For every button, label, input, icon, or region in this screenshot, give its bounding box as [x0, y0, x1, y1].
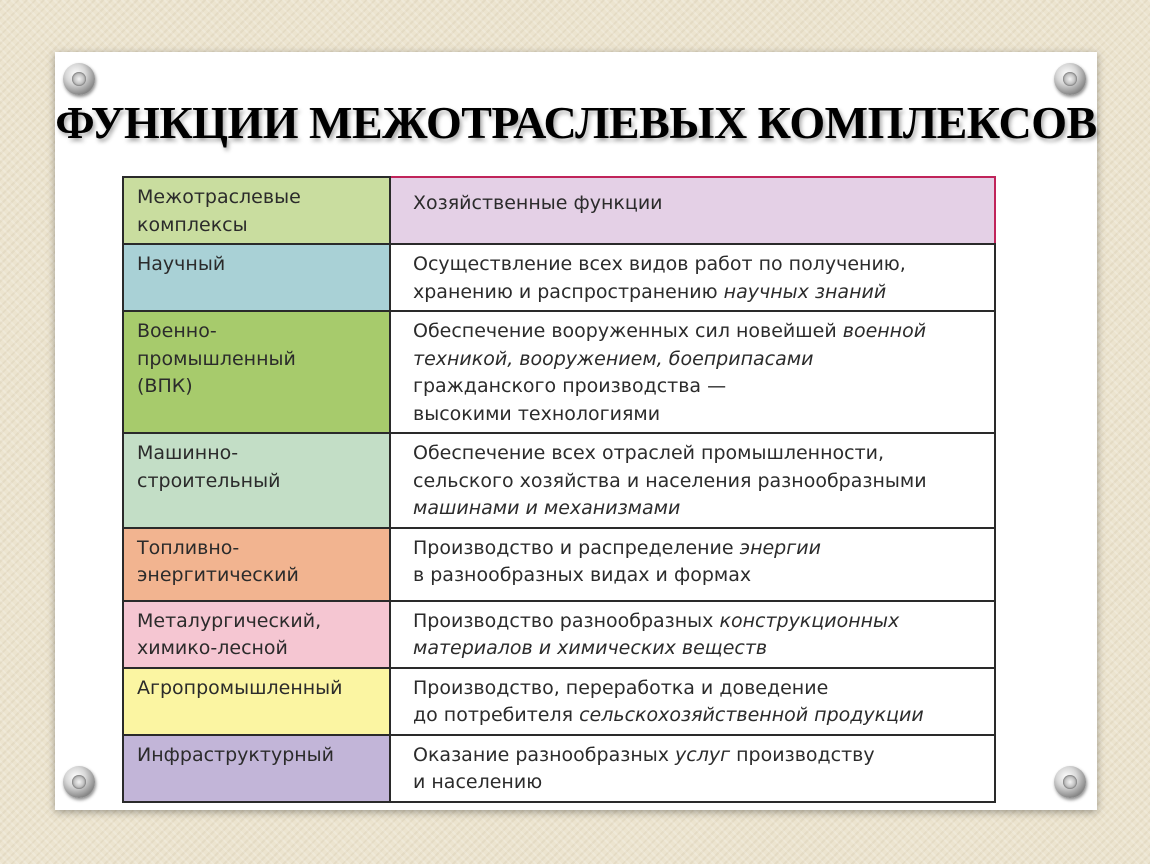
complex-name: химико-лесной — [137, 637, 288, 659]
function-text: высокими технологиями — [413, 402, 661, 425]
function-line — [413, 769, 982, 797]
pin-icon — [63, 63, 95, 95]
table-header-row — [123, 177, 995, 244]
complex-name: Военно- — [137, 320, 217, 342]
function-emphasis: техникой, вооружением, боеприпасами — [413, 347, 814, 370]
function-emphasis: военной — [842, 320, 927, 342]
function-line — [413, 468, 982, 496]
function-cell — [390, 244, 995, 311]
complex-name-cell — [123, 311, 390, 433]
function-emphasis: конструкционных — [719, 609, 900, 632]
function-text: Производство разнообразных — [413, 609, 720, 632]
complex-name: Машинно- — [137, 442, 239, 464]
function-line — [413, 608, 982, 636]
function-cell — [390, 311, 995, 433]
function-line — [413, 279, 982, 307]
function-line — [413, 440, 982, 468]
function-line — [413, 401, 982, 429]
function-emphasis: материалов и химических веществ — [413, 637, 768, 659]
complex-name: энергитический — [137, 564, 299, 586]
functions-table — [122, 176, 996, 803]
header-col1-line: Межотраслевые — [137, 186, 301, 208]
function-text: гражданского производства — — [413, 375, 727, 397]
header-complexes — [123, 177, 390, 244]
complex-name-cell — [123, 528, 390, 601]
function-cell — [390, 668, 995, 735]
complex-name: Металургический, — [137, 609, 322, 632]
function-line — [413, 635, 982, 663]
header-functions: Хозяйственные функции — [390, 177, 995, 244]
table-row — [123, 735, 995, 802]
table-row — [123, 601, 995, 668]
function-line — [413, 495, 982, 523]
function-text: сельского хозяйства и населения разнообразными — [413, 469, 927, 492]
header-col1-line: комплексы — [137, 213, 248, 236]
page-title: ФУНКЦИИ МЕЖОТРАСЛЕВЫХ КОМПЛЕКСОВ — [55, 97, 1097, 148]
function-cell — [390, 735, 995, 802]
function-line — [413, 562, 982, 590]
function-line — [413, 535, 982, 563]
complex-name: (ВПК) — [137, 375, 193, 397]
complex-name-cell — [123, 601, 390, 668]
function-text: Производство, переработка и доведение — [413, 676, 829, 699]
complex-name: Топливно- — [137, 536, 240, 559]
pin-icon — [1054, 766, 1086, 798]
table-row — [123, 668, 995, 735]
function-text: и населению — [413, 771, 543, 793]
function-line — [413, 251, 982, 279]
function-emphasis: услуг — [675, 743, 731, 766]
complex-name: Агропромышленный — [137, 676, 343, 699]
complex-name-cell — [123, 244, 390, 311]
function-text: хранению и распространению — [413, 280, 724, 303]
function-text: в разнообразных видах и формах — [413, 564, 752, 586]
complex-name-cell — [123, 735, 390, 802]
function-cell — [390, 601, 995, 668]
table-row — [123, 311, 995, 433]
pin-icon — [1054, 63, 1086, 95]
complex-name: Инфраструктурный — [137, 743, 335, 766]
function-line — [413, 373, 982, 401]
pin-icon — [63, 766, 95, 798]
function-text: производству — [730, 743, 875, 766]
function-emphasis: машинами и механизмами — [413, 497, 681, 519]
function-emphasis: сельскохозяйственной продукции — [579, 704, 924, 726]
function-text: Обеспечение вооруженных сил новейшей — [413, 320, 843, 342]
table-row — [123, 244, 995, 311]
complex-name: Научный — [137, 253, 226, 275]
complex-name: промышленный — [137, 347, 296, 370]
table-row — [123, 433, 995, 528]
function-cell — [390, 528, 995, 601]
complex-name-cell — [123, 433, 390, 528]
complex-name-cell — [123, 668, 390, 735]
function-line — [413, 318, 982, 346]
function-emphasis: энергии — [739, 536, 821, 559]
function-emphasis: научных знаний — [723, 280, 887, 303]
function-text: Осуществление всех видов работ по получению, — [413, 253, 906, 275]
function-text: Производство и распределение — [413, 536, 740, 559]
table-row — [123, 528, 995, 601]
function-line — [413, 742, 982, 770]
function-line — [413, 346, 982, 374]
function-text: до потребителя — [413, 704, 580, 726]
function-line — [413, 702, 982, 730]
function-text: Оказание разнообразных — [413, 743, 676, 766]
complex-name: строительный — [137, 469, 281, 492]
function-line — [413, 675, 982, 703]
function-cell — [390, 433, 995, 528]
function-text: Обеспечение всех отраслей промышленности, — [413, 442, 885, 464]
